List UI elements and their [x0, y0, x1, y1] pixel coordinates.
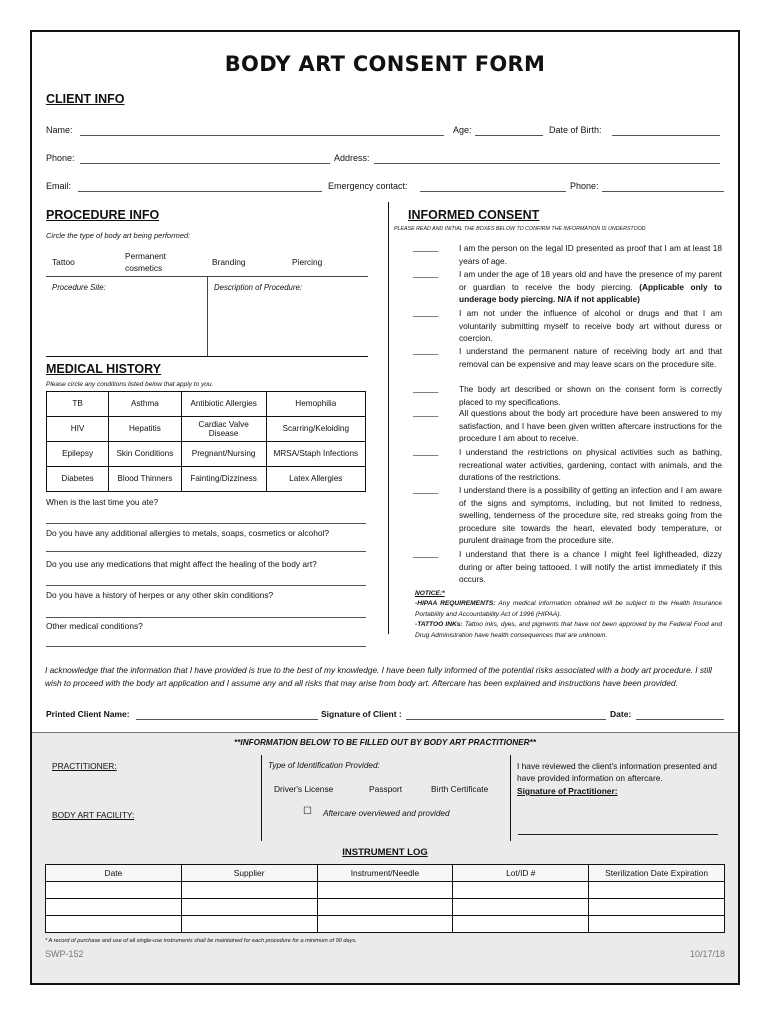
dob-field[interactable]: [612, 135, 720, 136]
form-id: SWP-152: [45, 949, 84, 959]
question-last-ate: When is the last time you ate?: [46, 497, 159, 507]
log-cell[interactable]: [317, 882, 453, 899]
column-header-lot-id: Lot/ID #: [453, 865, 589, 882]
answer-allergies[interactable]: [46, 551, 366, 552]
consent-form-page: [30, 30, 740, 985]
log-cell[interactable]: [46, 882, 182, 899]
column-header-instrument: Instrument/Needle: [317, 865, 453, 882]
address-field[interactable]: [374, 163, 720, 164]
instrument-log-row: [46, 916, 725, 933]
emergency-contact-field[interactable]: [420, 191, 566, 192]
type-branding[interactable]: Branding: [212, 257, 246, 267]
answer-herpes[interactable]: [46, 617, 366, 618]
consent-statement-2: [459, 268, 722, 306]
condition-cell[interactable]: Epilepsy: [47, 442, 109, 467]
question-allergies: Do you have any additional allergies to metals, soaps, cosmetics or alcohol?: [46, 528, 330, 538]
printed-name-field[interactable]: [136, 719, 318, 720]
column-divider: [388, 202, 389, 634]
answer-last-ate[interactable]: [46, 523, 366, 524]
consent-instruction: PLEASE READ AND INITIAL THE BOXES BELOW TO CONFIRM THE INFORMATION IS UNDERSTOOD: [394, 226, 646, 232]
instrument-log-row: [46, 899, 725, 916]
practitioner-banner: **INFORMATION BELOW TO BE FILLED OUT BY BODY ART PRACTITIONER**: [234, 738, 536, 747]
hipaa-label: -HIPAA REQUIREMENTS:: [415, 600, 496, 608]
condition-cell[interactable]: Antibiotic Allergies: [181, 392, 266, 417]
answer-medications[interactable]: [46, 585, 366, 586]
instrument-log-table: [45, 864, 725, 933]
type-piercing[interactable]: Piercing: [292, 257, 323, 267]
consent-statement-2-text: I am under the age of 18 years old and have the presence of my parent or guardian to receive the body piercing.: [459, 269, 722, 292]
medical-history-instruction: Please circle any conditions listed below that apply to you.: [46, 381, 214, 388]
instrument-log-row: [46, 882, 725, 899]
initial-box-4[interactable]: ______: [413, 345, 438, 355]
initial-box-3[interactable]: ______: [413, 307, 438, 317]
column-header-sterilization: Sterilization Date Expiration: [589, 865, 725, 882]
type-tattoo[interactable]: Tattoo: [52, 257, 75, 267]
conditions-row: [47, 392, 366, 417]
consent-statement-6: All questions about the body art procedure have been answered to my satisfaction, and I have been given written aftercare instructions for the procedure I am about to receive.: [459, 408, 722, 444]
procedure-instruction: Circle the type of body art being performed:: [46, 231, 191, 240]
conditions-row: [47, 417, 366, 442]
instrument-log-footnote: * A record of purchase and use of all single-use instruments shall be maintained for each procedure for a minimum of 90 days.: [45, 938, 357, 944]
printed-name-label: Printed Client Name:: [46, 709, 130, 719]
condition-cell[interactable]: Hepatitis: [109, 417, 182, 442]
condition-cell[interactable]: Pregnant/Nursing: [181, 442, 266, 467]
client-signature-label: Signature of Client :: [321, 709, 402, 719]
form-date: 10/17/18: [689, 949, 725, 959]
phone-label: Phone:: [46, 153, 75, 163]
procedure-site-divider: [207, 277, 208, 357]
instrument-log-heading: INSTRUMENT LOG: [342, 847, 428, 858]
conditions-row: [47, 442, 366, 467]
initial-box-7[interactable]: ______: [413, 446, 438, 456]
log-cell[interactable]: [317, 916, 453, 933]
type-permanent-cosmetics[interactable]: Permanent cosmetics: [125, 251, 166, 273]
initial-box-1[interactable]: ______: [413, 242, 438, 252]
consent-statement-4: I understand the permanent nature of receiving body art and that removal can be expensive and may leave scars on the procedure site.: [459, 346, 722, 369]
conditions-table: [46, 391, 366, 492]
name-field[interactable]: [80, 135, 444, 136]
client-date-field[interactable]: [636, 719, 724, 720]
notice-block: [415, 589, 722, 641]
client-info-heading: CLIENT INFO: [46, 92, 125, 106]
condition-cell[interactable]: Diabetes: [47, 467, 109, 492]
consent-statement-1: I am the person on the legal ID presented as proof that I am at least 18 years of age.: [459, 243, 722, 266]
medical-history-heading: MEDICAL HISTORY: [46, 362, 162, 376]
client-date-label: Date:: [610, 709, 632, 719]
form-title: BODY ART CONSENT FORM: [224, 52, 546, 76]
consent-statement-5: The body art described or shown on the consent form is correctly placed to my specifications.: [459, 384, 722, 407]
condition-cell[interactable]: MRSA/Staph Infections: [266, 442, 365, 467]
practitioner-label: PRACTITIONER:: [52, 761, 117, 771]
log-cell[interactable]: [181, 882, 317, 899]
procedure-description-label: Description of Procedure:: [214, 283, 302, 292]
id-drivers-license[interactable]: Driver's License: [274, 784, 334, 794]
id-type-label: Type of Identification Provided:: [268, 761, 380, 770]
log-cell[interactable]: [453, 899, 589, 916]
id-passport[interactable]: Passport: [369, 784, 403, 794]
log-cell[interactable]: [589, 916, 725, 933]
conditions-row: [47, 467, 366, 492]
practitioner-section: [32, 732, 738, 983]
dob-label: Date of Birth:: [549, 125, 602, 135]
practitioner-signature-field[interactable]: [518, 834, 718, 835]
id-birth-certificate[interactable]: Birth Certificate: [431, 784, 489, 794]
question-other-conditions: Other medical conditions?: [46, 621, 143, 631]
aftercare-label: Aftercare overviewed and provided: [323, 809, 450, 818]
tattoo-inks-label: -TATTOO INKs:: [415, 621, 463, 629]
notice-label: NOTICE:*: [415, 590, 445, 597]
emergency-phone-field[interactable]: [602, 191, 724, 192]
question-herpes: Do you have a history of herpes or any other skin conditions?: [46, 590, 274, 600]
name-label: Name:: [46, 125, 73, 135]
condition-cell[interactable]: Hemophilia: [266, 392, 365, 417]
practitioner-signature-label: Signature of Practitioner:: [517, 786, 618, 796]
log-cell[interactable]: [317, 899, 453, 916]
log-cell[interactable]: [589, 882, 725, 899]
age-label: Age:: [453, 125, 472, 135]
condition-cell[interactable]: TB: [47, 392, 109, 417]
procedure-site-label: Procedure Site:: [52, 283, 106, 292]
procedure-bottom-line: [46, 356, 368, 357]
initial-box-2[interactable]: ______: [413, 268, 438, 278]
procedure-info-heading: PROCEDURE INFO: [46, 208, 160, 222]
question-medications: Do you use any medications that might affect the healing of the body art?: [46, 559, 317, 569]
condition-cell[interactable]: Blood Thinners: [109, 467, 182, 492]
condition-cell[interactable]: Asthma: [109, 392, 182, 417]
condition-cell[interactable]: Cardiac Valve Disease: [181, 417, 266, 442]
email-label: Email:: [46, 181, 72, 191]
consent-statement-7: I understand the restrictions on physical activities such as bathing, recreational water activities, gardening, contact with animals, and the durations of the restrictions.: [459, 447, 722, 483]
column-header-supplier: Supplier: [181, 865, 317, 882]
client-signature-field[interactable]: [406, 719, 606, 720]
aftercare-checkbox[interactable]: ☐: [303, 806, 312, 817]
initial-box-9[interactable]: ______: [413, 548, 438, 558]
log-cell[interactable]: [589, 899, 725, 916]
initial-box-8[interactable]: ______: [413, 484, 438, 494]
log-cell[interactable]: [46, 916, 182, 933]
hipaa-text: Any medical information obtained will be subject to the Health Insurance Portability and Accountability Act of 1996 (HIPAA).: [415, 600, 723, 618]
condition-cell[interactable]: Latex Allergies: [266, 467, 365, 492]
condition-cell[interactable]: Scarring/Keloiding: [266, 417, 365, 442]
answer-other-conditions[interactable]: [46, 646, 366, 647]
phone-field[interactable]: [80, 163, 330, 164]
email-field[interactable]: [78, 191, 322, 192]
acknowledgement-text: I acknowledge that the information that I have provided is true to the best of my knowledge. I have been fully informed of the potential risks associated with a body art procedure. I still wish to proceed with the body art application and I assume any and all risks that may arise from body art. Aftercare has been explained and instructions have been provided.: [45, 665, 712, 688]
consent-statement-9: I understand that there is a chance I might feel lightheaded, dizzy during or after being tattooed. I will notify the artist immediately if this occurs.: [459, 549, 722, 585]
practitioner-divider-right: [510, 755, 511, 841]
instrument-log-header-row: [46, 865, 725, 882]
initial-box-5[interactable]: ______: [413, 383, 438, 393]
practitioner-review-text: I have reviewed the client's information presented and have provided information on aftercare.: [517, 761, 717, 784]
tattoo-inks-text: Tattoo inks, dyes, and pigments that have not been approved by the Federal Food and Drug Administration have health consequences that are unknown.: [415, 621, 723, 639]
column-header-date: Date: [46, 865, 182, 882]
facility-label: BODY ART FACILITY:: [52, 810, 135, 820]
informed-consent-heading: INFORMED CONSENT: [408, 208, 540, 222]
condition-cell[interactable]: HIV: [47, 417, 109, 442]
condition-cell[interactable]: Skin Conditions: [109, 442, 182, 467]
initial-box-6[interactable]: ______: [413, 407, 438, 417]
log-cell[interactable]: [181, 916, 317, 933]
log-cell[interactable]: [181, 899, 317, 916]
consent-statement-3: I am not under the influence of alcohol or drugs and that I am voluntarily submitting myself to receive body art without duress or coercion.: [459, 308, 722, 344]
emergency-contact-label: Emergency contact:: [328, 181, 408, 191]
log-cell[interactable]: [46, 899, 182, 916]
emergency-phone-label: Phone:: [570, 181, 599, 191]
log-cell[interactable]: [453, 916, 589, 933]
address-label: Address:: [334, 153, 370, 163]
log-cell[interactable]: [453, 882, 589, 899]
consent-statement-8: I understand there is a possibility of getting an infection and I am aware of the signs and symptoms, including, but not limited to redness, swelling, tenderness of the procedure site, red streaks going from the procedure site towards the heart, elevated body temperature, or purulent drainage from the procedure site.: [459, 485, 722, 546]
consent-statement-2-note: (Applicable only to underage body piercing. N/A if not applicable): [459, 281, 722, 305]
age-field[interactable]: [475, 135, 543, 136]
condition-cell[interactable]: Fainting/Dizziness: [181, 467, 266, 492]
practitioner-divider-left: [261, 755, 262, 841]
